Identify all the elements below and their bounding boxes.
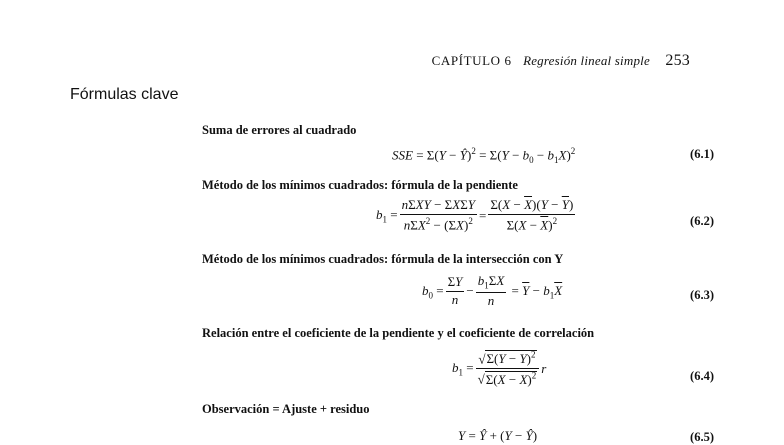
equation-number-6-2: (6.2)	[690, 214, 714, 228]
formula-label-6-3: Método de los mínimos cuadrados: fórmula de la intersección con Y	[202, 252, 564, 266]
page-number: 253	[665, 52, 690, 69]
formula-label-6-1: Suma de errores al cuadrado	[202, 123, 357, 137]
formula-label-6-5: Observación = Ajuste + residuo	[202, 402, 370, 416]
equation-6-5: Y = Ŷ + (Y − Ŷ)	[458, 428, 538, 443]
chapter-subtitle: Regresión lineal simple	[523, 53, 650, 68]
equation-number-6-5: (6.5)	[690, 430, 714, 444]
equation-6-3: $b_0$ = $\frac{\Sigma Y}{n}$ − $\frac{b_1\Sigma X}{n}$ = $\overline{Y} - b_1\overline{X}$	[422, 273, 563, 308]
equation-number-6-4: (6.4)	[690, 369, 714, 383]
formula-label-6-2: Método de los mínimos cuadrados: fórmula de la pendiente	[202, 178, 518, 192]
chapter-label: CAPÍTULO 6	[431, 53, 512, 68]
equation-number-6-1: (6.1)	[690, 147, 714, 161]
equation-6-4: $b_1$ = $\frac{√\Sigma(Y - \overline{Y})^2}{√\Sigma(X - \overline{X})^2}$ r	[452, 350, 547, 387]
running-header	[432, 52, 690, 70]
equation-6-2: $b_1$ = $\frac{\text{nΣXY − ΣXΣY}}{n\Sigma X^2 - (\Sigma X)^2}$ = $\frac{\Sigma(X - \overline{X})(Y - \overline{Y})}{\Sigma(X - \overline{X})^2}$	[376, 197, 574, 233]
equation-number-6-3: (6.3)	[690, 288, 714, 302]
section-title: Fórmulas clave	[70, 86, 179, 103]
equation-6-1: SSE = Σ(Y − Ŷ)$^2$ = $\Sigma(Y - b_0 - b_1X)^2$	[392, 146, 576, 165]
formula-label-6-4: Relación entre el coeficiente de la pendiente y el coeficiente de correlación	[202, 326, 595, 340]
